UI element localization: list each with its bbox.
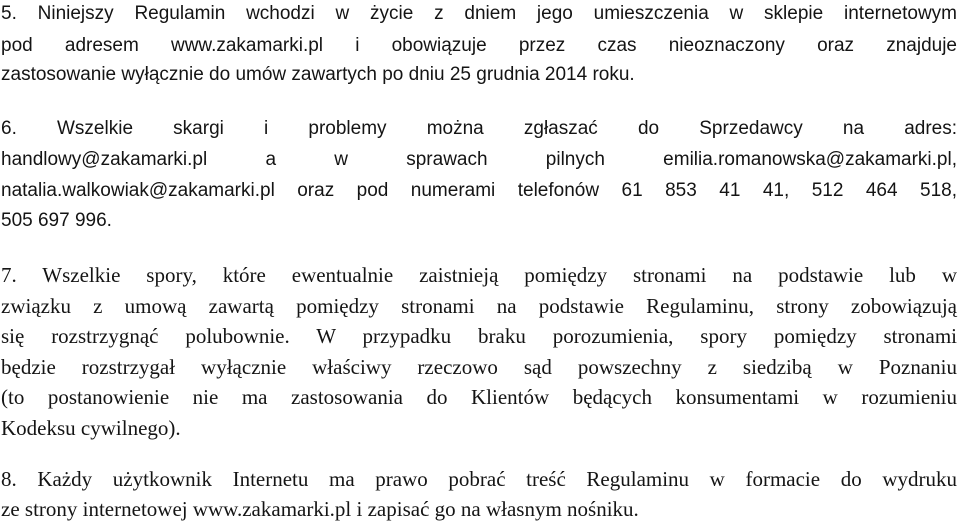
paragraph-7-line-3: się rozstrzygnąć polubownie. W przypadku braku porozumienia, spory pomiędzy stronami bbox=[1, 324, 957, 348]
paragraph-5-line-2: pod adresem www.zakamarki.pl i obowiązuje przez czas nieoznaczony oraz znajduje bbox=[1, 35, 957, 56]
paragraph-8-line-1: 8. Każdy użytkownik Internetu ma prawo pobrać treść Regulaminu w formacie do wydruku bbox=[1, 467, 957, 491]
paragraph-7-line-1: 7. Wszelkie spory, które ewentualnie zaistnieją pomiędzy stronami na podstawie lub w bbox=[1, 263, 957, 287]
paragraph-6-line-1: 6. Wszelkie skargi i problemy można zgłaszać do Sprzedawcy na adres: bbox=[1, 118, 957, 139]
paragraph-8-line-2: ze strony internetowej www.zakamarki.pl i zapisać go na własnym nośniku. bbox=[1, 497, 639, 521]
paragraph-6-line-4: 505 697 996. bbox=[1, 210, 112, 231]
paragraph-6-line-2: handlowy@zakamarki.pl a w sprawach pilnych emilia.romanowska@zakamarki.pl, bbox=[1, 149, 957, 170]
paragraph-6-line-3: natalia.walkowiak@zakamarki.pl oraz pod numerami telefonów 61 853 41 41, 512 464 518, bbox=[1, 180, 957, 201]
paragraph-7-line-5: (to postanowienie nie ma zastosowania do Klientów będących konsumentami w rozumieniu bbox=[1, 385, 957, 409]
paragraph-7-line-4: będzie rozstrzygał wyłącznie właściwy rzeczowo sąd powszechny z siedzibą w Poznaniu bbox=[1, 355, 957, 379]
paragraph-7-line-2: związku z umową zawartą pomiędzy stronami na podstawie Regulaminu, strony zobowiązują bbox=[1, 294, 957, 318]
paragraph-5-line-1: 5. Niniejszy Regulamin wchodzi w życie z dniem jego umieszczenia w sklepie internetowym bbox=[1, 3, 957, 24]
paragraph-5-line-3: zastosowanie wyłącznie do umów zawartych po dniu 25 grudnia 2014 roku. bbox=[1, 64, 635, 85]
paragraph-7-line-6: Kodeksu cywilnego). bbox=[1, 416, 181, 440]
